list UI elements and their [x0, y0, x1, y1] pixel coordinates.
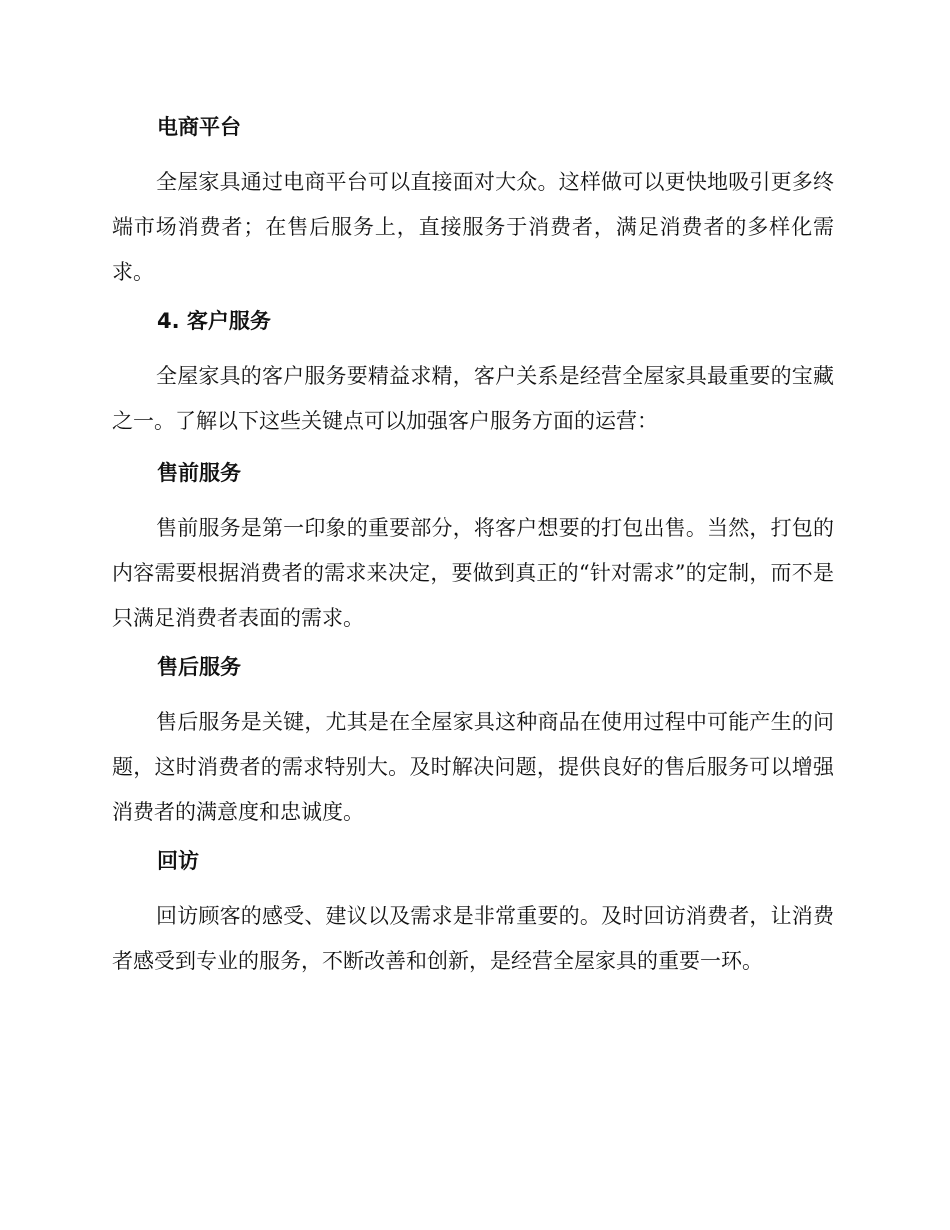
section-paragraph-ecommerce: 全屋家具通过电商平台可以直接面对大众。这样做可以更快地吸引更多终端市场消费者；在售后服务上，直接服务于消费者，满足消费者的多样化需求。	[112, 170, 834, 284]
section-paragraph-presale: 售前服务是第一印象的重要部分，将客户想要的打包出售。当然，打包的内容需要根据消费者的需求来决定，要做到真正的“针对需求”的定制，而不是只满足消费者表面的需求。	[112, 516, 834, 630]
section-heading-customer-service: 4. 客户服务	[157, 309, 271, 333]
section-paragraph-customer-service: 全屋家具的客户服务要精益求精，客户关系是经营全屋家具最重要的宝藏之一。了解以下这些关键点可以加强客户服务方面的运营：	[112, 364, 834, 433]
section-paragraph-followup: 回访顾客的感受、建议以及需求是非常重要的。及时回访消费者，让消费者感受到专业的服务，不断改善和创新，是经营全屋家具的重要一环。	[112, 904, 834, 973]
section-paragraph-aftersale: 售后服务是关键，尤其是在全屋家具这种商品在使用过程中可能产生的问题，这时消费者的需求特别大。及时解决问题，提供良好的售后服务可以增强消费者的满意度和忠诚度。	[112, 710, 834, 824]
section-heading-followup: 回访	[157, 849, 199, 873]
section-heading-aftersale: 售后服务	[157, 655, 241, 679]
section-heading-presale: 售前服务	[157, 461, 241, 485]
section-heading-ecommerce: 电商平台	[157, 115, 241, 139]
